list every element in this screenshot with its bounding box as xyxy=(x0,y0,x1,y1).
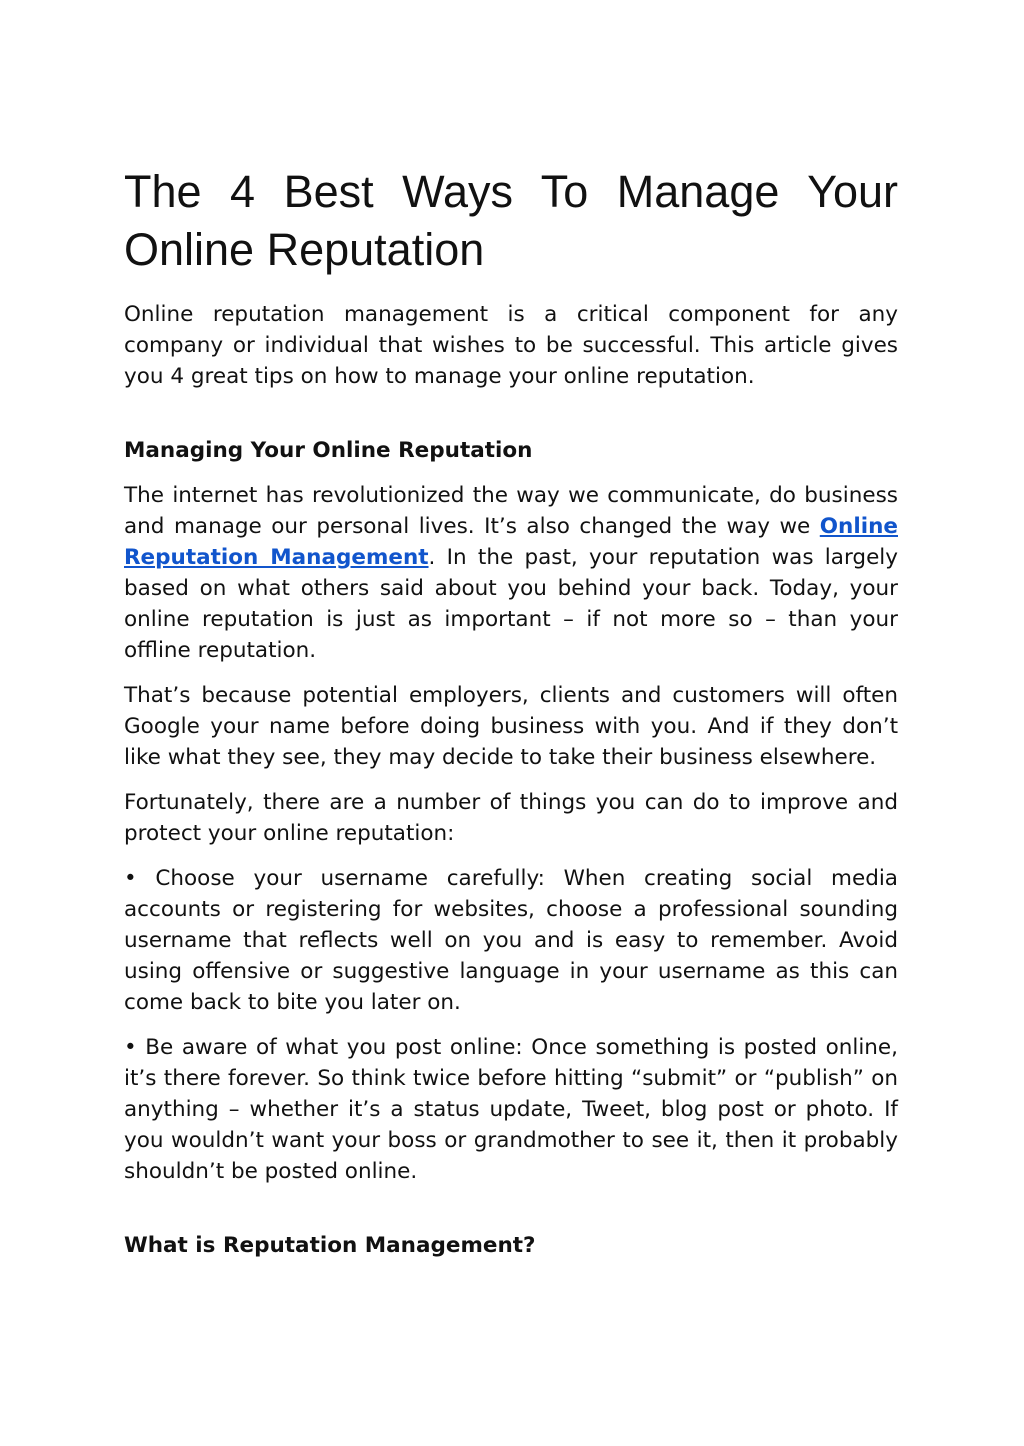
page-title-line-1: The 4 Best Ways To Manage Your xyxy=(124,166,898,217)
paragraph-internet xyxy=(124,480,898,666)
document-page xyxy=(124,163,898,1275)
paragraph-fortunately: Fortunately, there are a number of things you can do to improve and protect your online reputation: xyxy=(124,790,898,846)
paragraph-potential-employers: That’s because potential employers, clients and customers will often Google your name before doing business with you. And if they don’t like what they see, they may decide to take their business elsewhere. xyxy=(124,683,898,770)
paragraph-internet-text-before: The internet has revolutionized the way we communicate, do business and manage our personal lives. It’s also changed the way we xyxy=(124,483,898,539)
paragraph-internet-text-after: . In the past, your reputation was largely based on what others said about you behind your back. Today, your online reputation is just as important – if not more so – than your offline reputation. xyxy=(124,545,898,663)
bullet-choose-username: • Choose your username carefully: When creating social media accounts or registering for websites, choose a professional sounding username that reflects well on you and is easy to remember. Avoid using offensive or suggestive language in your username as this can come back to bite you later on. xyxy=(124,866,898,1015)
page-title xyxy=(124,163,898,279)
intro-paragraph: Online reputation management is a critical component for any company or individual that wishes to be successful. This article gives you 4 great tips on how to manage your online reputation. xyxy=(124,302,898,389)
bullet-be-aware: • Be aware of what you post online: Once something is posted online, it’s there forever. So think twice before hitting “submit” or “publish” on anything – whether it’s a status update, Tweet, blog post or photo. If you wouldn’t want your boss or grandmother to see it, then it probably shouldn’t be posted online. xyxy=(124,1035,898,1184)
section-heading-managing: Managing Your Online Reputation xyxy=(124,438,533,463)
page-title-line-2: Online Reputation xyxy=(124,224,485,275)
online-reputation-management-link[interactable]: Online Reputation Management xyxy=(124,514,898,570)
section-heading-what-is: What is Reputation Management? xyxy=(124,1233,536,1258)
